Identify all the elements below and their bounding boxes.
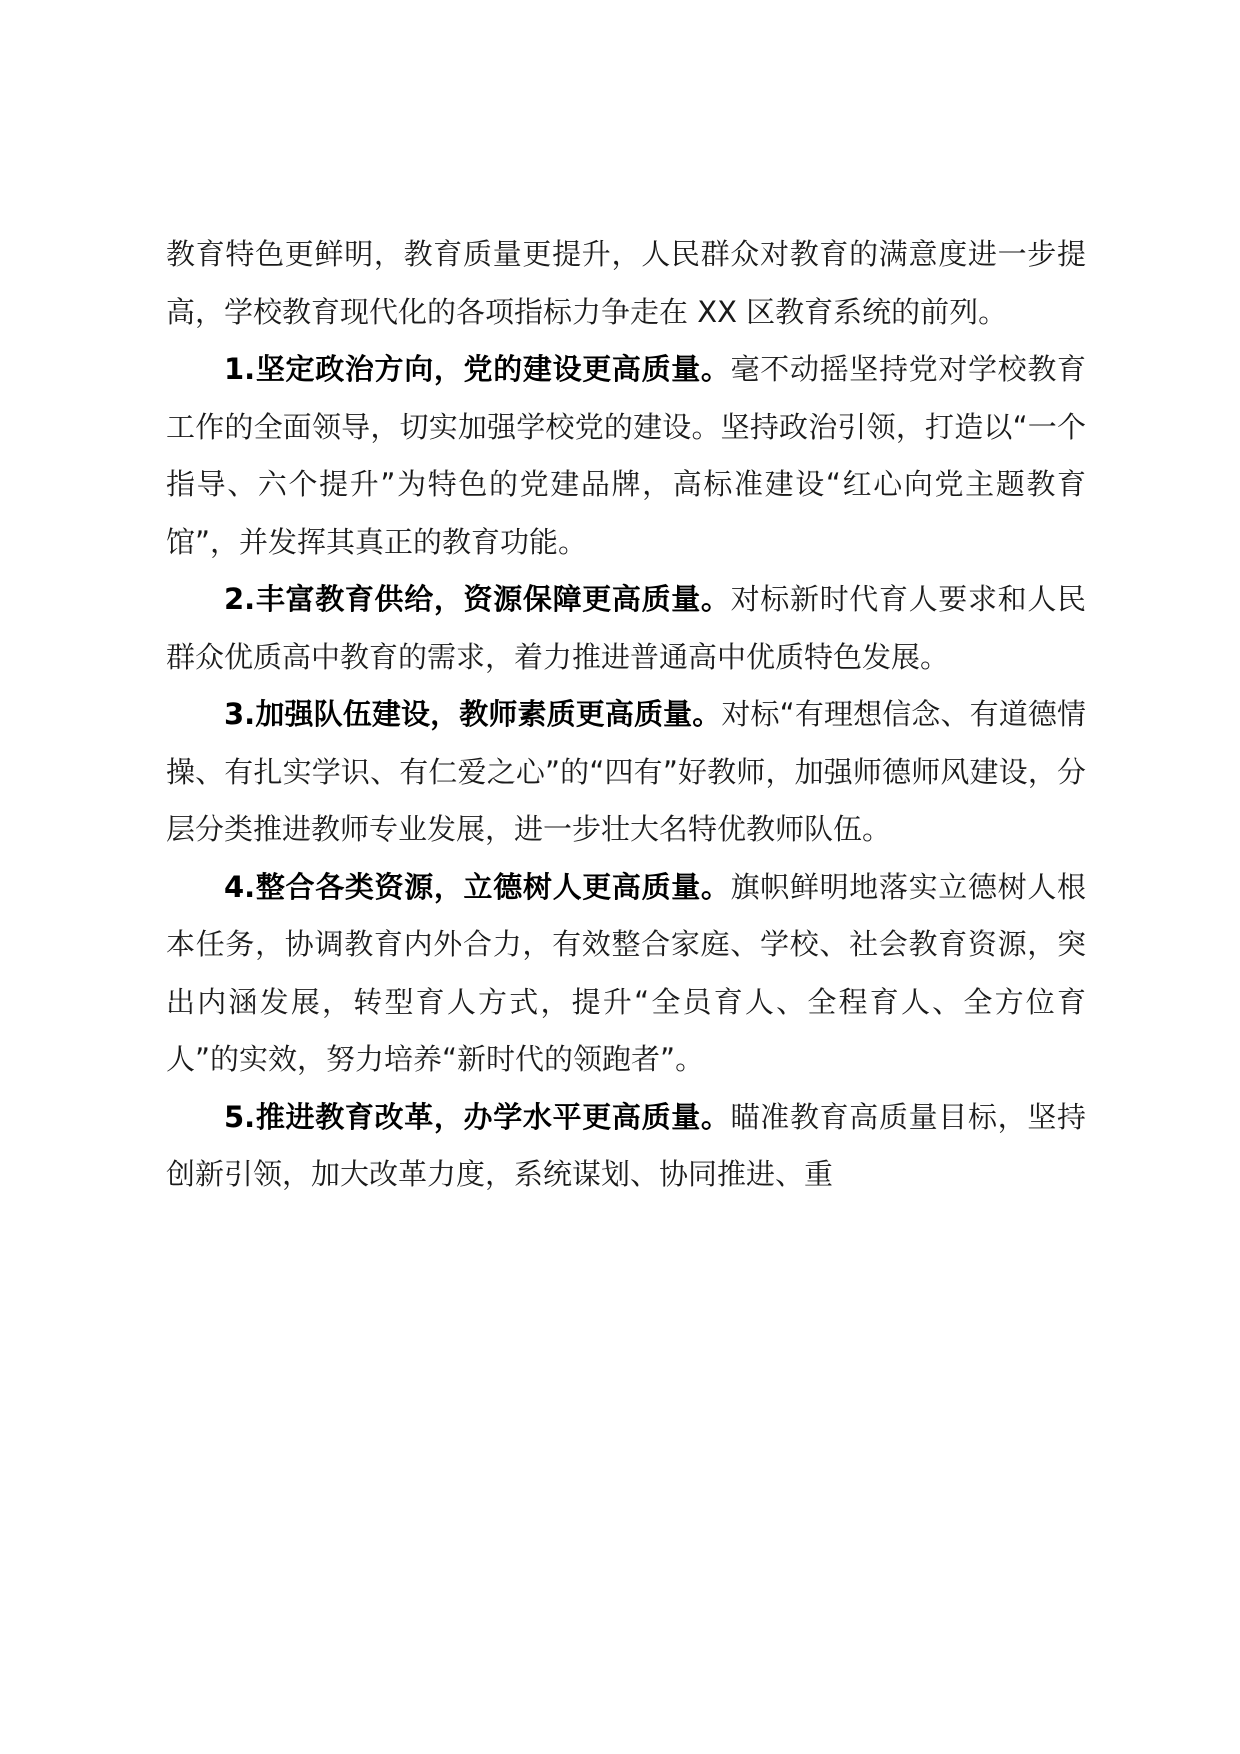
- paragraph-continuation: [166, 226, 1086, 341]
- paragraph-text: 教育特色更鲜明，教育质量更提升，人民群众对教育的满意度进一步提高，学校教育现代化的各项指标力争走在 XX 区教育系统的前列。: [166, 237, 1086, 329]
- section-heading: 4.整合各类资源，立德树人更高质量。: [224, 869, 731, 904]
- section-heading: 3.加强队伍建设，教师素质更高质量。: [224, 697, 722, 731]
- paragraph-text: 对标“有理想信念、有道德情操、有扎实学识、有仁爱之心”的“四有”好教师，加强师德师风建设，分层分类推进教师专业发展，进一步壮大名特优教师队伍。: [166, 697, 1086, 846]
- document-body: [166, 226, 1086, 1204]
- paragraph-text: 旗帜鲜明地落实立德树人根本任务，协调教育内外合力，有效整合家庭、学校、社会教育资源，突出内涵发展，转型育人方式，提升“全员育人、全程育人、全方位育人”的实效，努力培养“新时代的领跑者”。: [166, 869, 1086, 1076]
- paragraph-section-2: [166, 571, 1086, 686]
- paragraph-section-4: [166, 859, 1086, 1089]
- paragraph-text: 瞄准教育高质量目标，坚持创新引领，加大改革力度，系统谋划、协同推进、重: [166, 1099, 1086, 1191]
- section-heading: 5.推进教育改革，办学水平更高质量。: [224, 1099, 731, 1134]
- paragraph-text: 对标新时代育人要求和人民群众优质高中教育的需求，着力推进普通高中优质特色发展。: [166, 582, 1086, 674]
- section-heading: 1.坚定政治方向，党的建设更高质量。: [224, 352, 731, 386]
- paragraph-section-3: [166, 686, 1086, 859]
- paragraph-text: 毫不动摇坚持党对学校教育工作的全面领导，切实加强学校党的建设。坚持政治引领，打造以“一个指导、六个提升”为特色的党建品牌，高标准建设“红心向党主题教育馆”，并发挥其真正的教育功能。: [166, 352, 1086, 559]
- section-heading: 2.丰富教育供给，资源保障更高质量。: [224, 582, 731, 616]
- paragraph-section-1: [166, 341, 1086, 571]
- paragraph-section-5: [166, 1089, 1086, 1204]
